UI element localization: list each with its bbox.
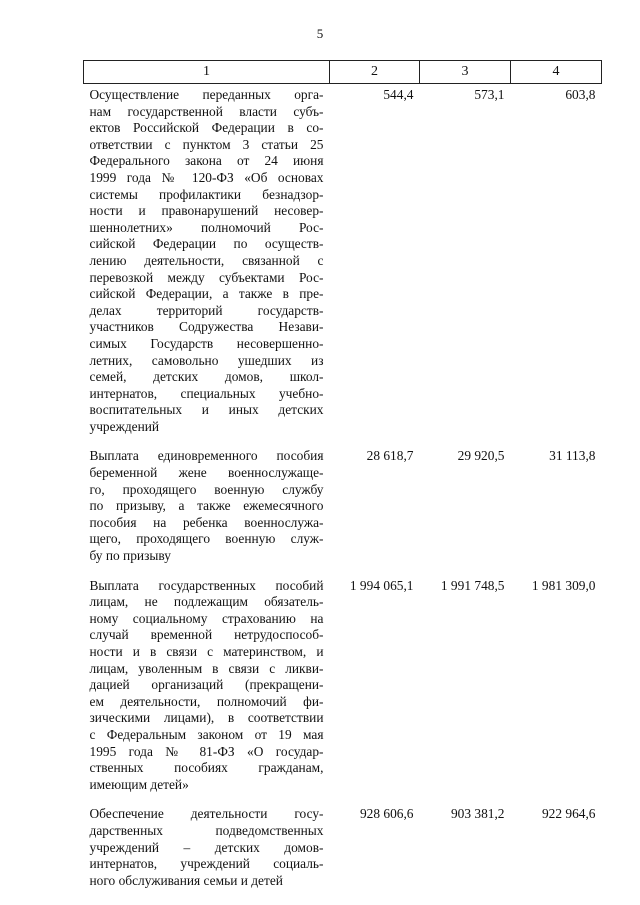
value-col-4: 922 964,6 (541, 806, 596, 822)
row-description (84, 575, 330, 794)
description-line: шеннолетних» полномочий Рос- (89, 219, 324, 235)
description-line: пособия на ребенка военнослужа- (89, 514, 324, 530)
description-line: беременной жене военнослужаще- (89, 465, 324, 481)
table-row (84, 84, 602, 436)
description-line: Осуществление переданных орга- (89, 87, 324, 102)
description-line: Федерального закона от 24 июня (89, 153, 324, 169)
row-description (84, 84, 330, 436)
value-col-3: 573,1 (474, 87, 505, 102)
value-col-3: 903 381,2 (450, 806, 505, 822)
column-header-1: 1 (84, 61, 330, 84)
description-line: щего, проходящего военную служ- (89, 531, 324, 547)
description-line: зическими лицами), в соответствии (89, 710, 324, 726)
description-line: ем деятельности, полномочий фи- (89, 693, 324, 709)
description-line: по призыву, а также ежемесячного (89, 498, 324, 514)
value-col-4: 1 981 309,0 (531, 577, 596, 593)
description-line: летних, самовольно ушедших из (89, 352, 324, 368)
description-line: сийской Федерации, а также в пре- (89, 286, 324, 302)
row-spacer (84, 565, 602, 575)
description-line: случай временной нетрудоспособ- (89, 627, 324, 643)
description-line: делах территорий государств- (89, 302, 324, 318)
description-line: перевозкой между субъектами Рос- (89, 269, 324, 285)
description-line: Выплата единовременного пособия (89, 448, 324, 464)
value-col-3: 1 991 748,5 (440, 577, 505, 593)
column-header-2: 2 (330, 61, 420, 84)
value-col-2: 28 618,7 (366, 448, 414, 464)
description-line: ектов Российской Федерации в со- (89, 120, 324, 136)
row-spacer-cell (84, 435, 602, 445)
value-col-4: 31 113,8 (549, 448, 596, 464)
table-header-row (84, 61, 602, 84)
description-line: ственных пособиях гражданам, (89, 760, 324, 776)
table-row (84, 445, 602, 564)
description-line: лицам, уволенным в связи с ликви- (89, 660, 324, 676)
row-spacer (84, 793, 602, 803)
description-line: интернатов, специальных учебно- (89, 385, 324, 401)
description-line: лению деятельности, связанной с (89, 252, 324, 268)
description-line: нам государственной власти субъ- (89, 103, 324, 119)
value-col-3: 29 920,5 (457, 448, 505, 464)
value-col-2: 1 994 065,1 (349, 577, 414, 593)
description-line: ного обслуживания семьи и детей (89, 872, 283, 888)
description-line: 1999 года № 120-ФЗ «Об основах (89, 169, 324, 185)
row-description (84, 803, 330, 889)
value-col-2: 544,4 (383, 87, 414, 102)
budget-table-container (83, 60, 601, 889)
value-col-4: 603,8 (565, 87, 596, 102)
description-line: бу по призыву (89, 548, 171, 564)
description-line: симых Государств несовершенно- (89, 335, 324, 351)
description-line: учреждений (89, 418, 160, 434)
row-spacer-cell (84, 565, 602, 575)
description-line: дарственных подведомственных (89, 822, 324, 838)
value-col-2: 928 606,6 (359, 806, 414, 822)
description-line: семей, детских домов, школ- (89, 369, 324, 385)
description-line: Обеспечение деятельности госу- (89, 806, 324, 822)
description-line: ному социальному страхованию на (89, 610, 324, 626)
description-line: ответствии с пунктом 3 статьи 25 (89, 136, 324, 152)
description-line: лицам, не подлежащим обязатель- (89, 594, 324, 610)
table-body (84, 84, 602, 890)
description-line: интернатов, учреждений социаль- (89, 856, 324, 872)
row-spacer (84, 435, 602, 445)
row-spacer-cell (84, 793, 602, 803)
table-row (84, 803, 602, 889)
description-line: с Федеральным законом от 19 мая (89, 726, 324, 742)
description-line: участников Содружества Незави- (89, 319, 324, 335)
description-line: имеющим детей» (89, 776, 189, 792)
description-line: дацией организаций (прекращени- (89, 677, 324, 693)
row-description (84, 445, 330, 564)
description-line: го, проходящего военную службу (89, 481, 324, 497)
description-line: Выплата государственных пособий (89, 577, 324, 593)
description-line: ности и в связи с материнством, и (89, 644, 324, 659)
description-line: учреждений – детских домов- (89, 839, 324, 855)
column-header-3: 3 (420, 61, 511, 84)
budget-table (83, 60, 602, 889)
description-line: ности и правонарушений несовер- (89, 203, 324, 219)
description-line: воспитательных и иных детских (89, 402, 324, 418)
description-line: сийской Федерации по осуществ- (89, 236, 324, 252)
description-line: системы профилактики безнадзор- (89, 186, 324, 202)
page-number: 5 (316, 26, 324, 41)
table-row (84, 575, 602, 794)
description-line: 1995 года № 81-ФЗ «О государ- (89, 743, 324, 759)
column-header-4: 4 (511, 61, 602, 84)
